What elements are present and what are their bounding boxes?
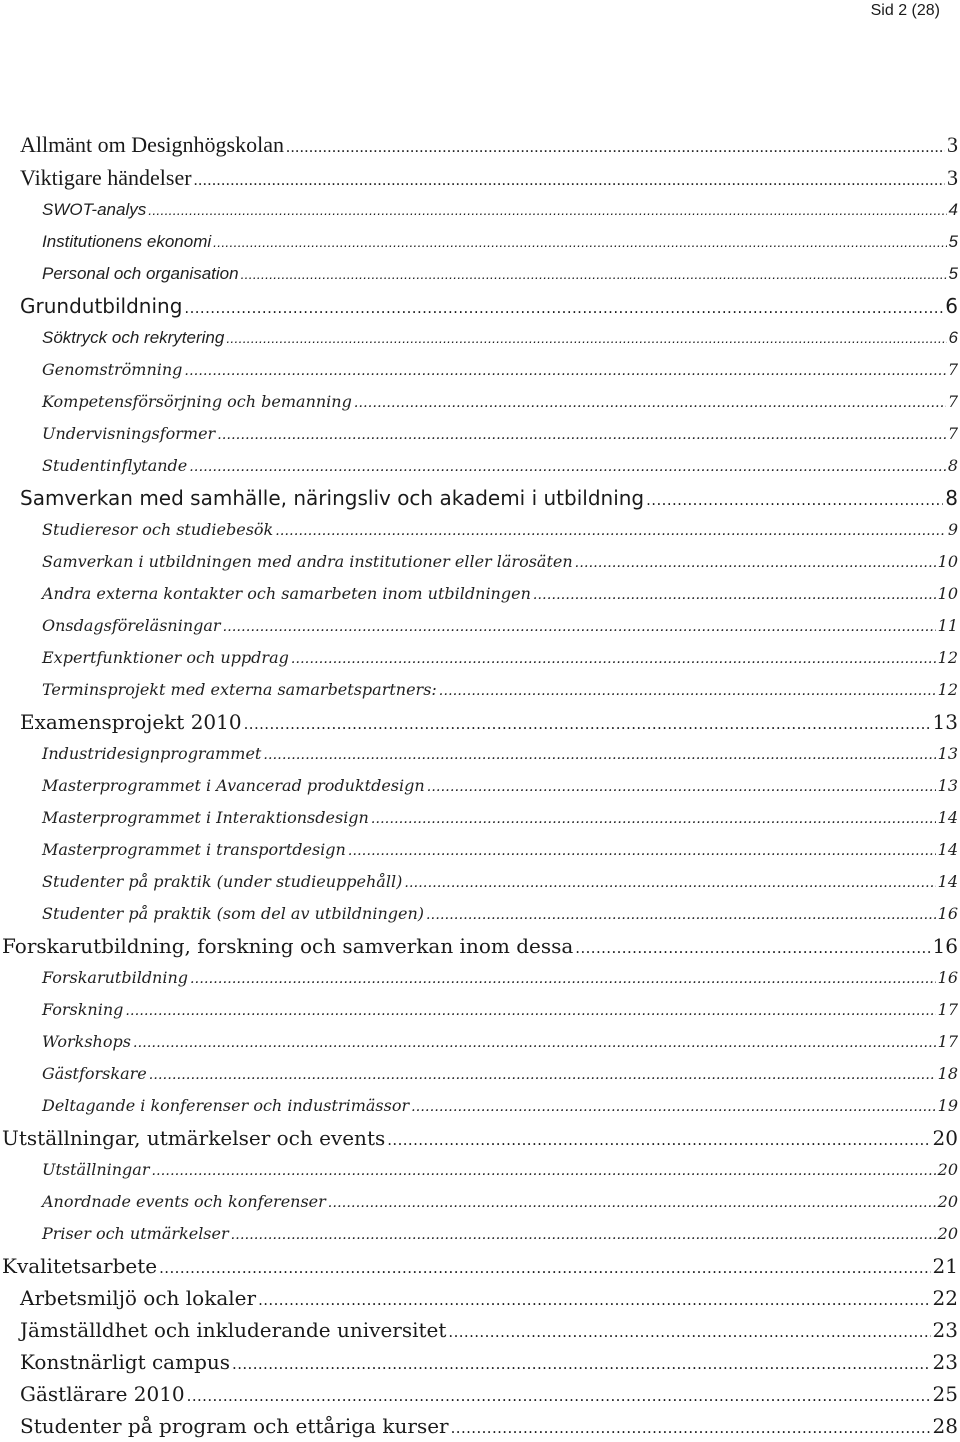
toc-dot-leader xyxy=(275,515,946,546)
toc-entry[interactable] xyxy=(0,322,958,354)
toc-entry-page-number: 3 xyxy=(947,132,958,157)
toc-entry[interactable] xyxy=(0,578,958,610)
toc-dot-leader xyxy=(213,226,946,258)
toc-entry-page-number: 14 xyxy=(937,840,958,859)
toc-entry[interactable] xyxy=(0,482,958,514)
toc-entry[interactable] xyxy=(0,354,958,386)
toc-entry[interactable] xyxy=(0,226,958,258)
toc-entry-title: Studenter på program och ettåriga kurser xyxy=(20,1414,449,1438)
toc-entry-title: Konstnärligt campus xyxy=(20,1350,231,1374)
toc-dot-leader xyxy=(427,771,936,802)
toc-entry[interactable] xyxy=(0,161,958,194)
toc-entry-title: Samverkan i utbildningen med andra institutioner eller lärosäten xyxy=(42,552,573,571)
toc-dot-leader xyxy=(226,322,946,354)
toc-entry-page-number: 4 xyxy=(948,200,958,219)
toc-entry-title: Personal och organisation xyxy=(42,264,239,283)
toc-entry-title: Genomströmning xyxy=(42,360,183,379)
toc-entry-page-number: 13 xyxy=(937,776,958,795)
toc-dot-leader xyxy=(426,899,936,930)
toc-entry-page-number: 6 xyxy=(945,294,958,318)
toc-entry[interactable] xyxy=(0,1154,958,1186)
table-of-contents xyxy=(0,128,958,1442)
toc-entry-title: Studentinflytande xyxy=(42,456,188,475)
toc-entry-page-number: 20 xyxy=(937,1224,958,1243)
toc-dot-leader xyxy=(448,1316,930,1346)
toc-entry-title: Arbetsmiljö och lokaler xyxy=(20,1286,257,1310)
toc-entry-page-number: 20 xyxy=(937,1192,958,1211)
toc-entry-page-number: 8 xyxy=(947,456,958,475)
toc-entry-title: Undervisningsformer xyxy=(42,424,216,443)
toc-entry-page-number: 14 xyxy=(937,808,958,827)
toc-dot-leader xyxy=(575,932,930,962)
toc-entry-page-number: 6 xyxy=(948,328,958,347)
toc-entry-title: Gästforskare xyxy=(42,1064,147,1083)
toc-entry-page-number: 12 xyxy=(937,680,958,699)
toc-entry-page-number: 25 xyxy=(932,1382,958,1406)
toc-entry[interactable] xyxy=(0,866,958,898)
toc-entry[interactable] xyxy=(0,1410,958,1442)
toc-dot-leader xyxy=(133,1027,936,1058)
toc-entry[interactable] xyxy=(0,258,958,290)
toc-entry-title: Utställningar xyxy=(42,1160,150,1179)
toc-entry-title: Forskning xyxy=(42,1000,124,1019)
toc-entry-page-number: 13 xyxy=(932,710,958,734)
toc-dot-leader xyxy=(404,867,935,898)
toc-entry-title: Kompetensförsörjning och bemanning xyxy=(42,392,352,411)
toc-entry-title: Utställningar, utmärkelser och events xyxy=(2,1126,386,1150)
toc-entry-title: Forskarutbildning, forskning och samverkan inom dessa xyxy=(2,934,574,958)
toc-entry-page-number: 5 xyxy=(948,232,958,251)
toc-entry-title: Viktigare händelser xyxy=(20,165,192,190)
toc-entry-title: Masterprogrammet i Avancerad produktdesign xyxy=(42,776,425,795)
toc-entry-title: Terminsprojekt med externa samarbetspartners: xyxy=(42,680,437,699)
toc-entry-title: Söktryck och rekrytering xyxy=(42,328,225,347)
toc-entry-page-number: 20 xyxy=(932,1126,958,1150)
toc-dot-leader xyxy=(217,419,946,450)
toc-entry[interactable] xyxy=(0,546,958,578)
toc-entry-page-number: 7 xyxy=(947,392,958,411)
toc-entry[interactable] xyxy=(0,738,958,770)
toc-entry[interactable] xyxy=(0,1378,958,1410)
toc-entry[interactable] xyxy=(0,128,958,161)
toc-entry-title: SWOT-analys xyxy=(42,200,147,219)
toc-entry-page-number: 23 xyxy=(932,1318,958,1342)
toc-entry[interactable] xyxy=(0,802,958,834)
toc-entry-title: Andra externa kontakter och samarbeten inom utbildningen xyxy=(42,584,531,603)
toc-entry[interactable] xyxy=(0,418,958,450)
toc-dot-leader xyxy=(646,484,943,514)
toc-entry[interactable] xyxy=(0,962,958,994)
toc-dot-leader xyxy=(533,579,936,610)
toc-entry-title: Expertfunktioner och uppdrag xyxy=(42,648,289,667)
toc-dot-leader xyxy=(125,995,935,1026)
toc-entry-page-number: 28 xyxy=(932,1414,958,1438)
toc-entry-title: Examensprojekt 2010 xyxy=(20,710,242,734)
toc-entry-title: Studenter på praktik (under studieuppehåll) xyxy=(42,872,403,891)
toc-entry[interactable] xyxy=(0,994,958,1026)
toc-dot-leader xyxy=(184,355,945,386)
toc-dot-leader xyxy=(328,1187,936,1218)
toc-dot-leader xyxy=(241,258,947,290)
toc-dot-leader xyxy=(151,1155,935,1186)
toc-entry-title: Grundutbildning xyxy=(20,294,183,318)
toc-entry[interactable] xyxy=(0,1122,958,1154)
toc-entry-page-number: 7 xyxy=(947,360,958,379)
toc-dot-leader xyxy=(184,292,943,322)
toc-dot-leader xyxy=(187,1380,931,1410)
toc-entry-page-number: 21 xyxy=(932,1254,958,1278)
toc-entry[interactable] xyxy=(0,834,958,866)
toc-entry-title: Industridesignprogrammet xyxy=(42,744,262,763)
toc-entry-page-number: 17 xyxy=(937,1000,958,1019)
toc-entry-title: Onsdagsföreläsningar xyxy=(42,616,221,635)
toc-entry-page-number: 7 xyxy=(947,424,958,443)
toc-entry[interactable] xyxy=(0,898,958,930)
toc-entry-page-number: 11 xyxy=(937,616,958,635)
toc-entry[interactable] xyxy=(0,770,958,802)
toc-entry[interactable] xyxy=(0,1090,958,1122)
toc-dot-leader xyxy=(439,675,936,706)
toc-entry[interactable] xyxy=(0,1026,958,1058)
toc-entry[interactable] xyxy=(0,1346,958,1378)
toc-entry[interactable] xyxy=(0,290,958,322)
toc-entry-page-number: 10 xyxy=(937,552,958,571)
toc-dot-leader xyxy=(348,835,936,866)
toc-dot-leader xyxy=(451,1412,931,1442)
toc-entry-page-number: 5 xyxy=(948,264,958,283)
toc-entry-page-number: 18 xyxy=(937,1064,958,1083)
toc-entry-page-number: 23 xyxy=(932,1350,958,1374)
toc-entry[interactable] xyxy=(0,1314,958,1346)
toc-dot-leader xyxy=(149,1059,936,1090)
toc-entry[interactable] xyxy=(0,386,958,418)
toc-entry[interactable] xyxy=(0,194,958,226)
toc-dot-leader xyxy=(371,803,936,834)
toc-entry-page-number: 9 xyxy=(947,520,958,539)
toc-entry-title: Masterprogrammet i Interaktionsdesign xyxy=(42,808,369,827)
toc-entry-title: Studieresor och studiebesök xyxy=(42,520,274,539)
toc-entry-page-number: 12 xyxy=(937,648,958,667)
toc-entry-title: Workshops xyxy=(42,1032,131,1051)
toc-entry-title: Jämställdhet och inkluderande universitet xyxy=(20,1318,447,1342)
toc-dot-leader xyxy=(189,451,946,482)
toc-entry[interactable] xyxy=(0,610,958,642)
toc-dot-leader xyxy=(286,131,945,161)
toc-entry-page-number: 17 xyxy=(937,1032,958,1051)
toc-dot-leader xyxy=(244,708,931,738)
toc-entry-page-number: 13 xyxy=(937,744,958,763)
toc-entry[interactable] xyxy=(0,514,958,546)
toc-dot-leader xyxy=(258,1284,930,1314)
toc-entry[interactable] xyxy=(0,1218,958,1250)
toc-entry[interactable] xyxy=(0,1250,958,1282)
toc-dot-leader xyxy=(148,194,946,226)
toc-entry-page-number: 8 xyxy=(945,486,958,510)
toc-entry[interactable] xyxy=(0,706,958,738)
toc-entry[interactable] xyxy=(0,1282,958,1314)
toc-dot-leader xyxy=(232,1348,931,1378)
toc-dot-leader xyxy=(354,387,946,418)
toc-entry-title: Priser och utmärkelser xyxy=(42,1224,229,1243)
toc-dot-leader xyxy=(575,547,936,578)
toc-entry[interactable] xyxy=(0,930,958,962)
toc-dot-leader xyxy=(231,1219,936,1250)
toc-dot-leader xyxy=(190,963,936,994)
toc-entry-title: Samverkan med samhälle, näringsliv och akademi i utbildning xyxy=(20,486,645,510)
toc-entry-title: Allmänt om Designhögskolan xyxy=(20,132,284,157)
toc-entry-page-number: 19 xyxy=(937,1096,958,1115)
toc-entry-title: Masterprogrammet i transportdesign xyxy=(42,840,346,859)
toc-entry-title: Kvalitetsarbete xyxy=(2,1254,158,1278)
toc-entry-title: Gästlärare 2010 xyxy=(20,1382,185,1406)
toc-entry-page-number: 16 xyxy=(937,968,958,987)
toc-dot-leader xyxy=(411,1091,936,1122)
toc-entry-page-number: 16 xyxy=(937,904,958,923)
toc-dot-leader xyxy=(194,164,945,194)
toc-dot-leader xyxy=(263,739,935,770)
toc-entry[interactable] xyxy=(0,674,958,706)
toc-entry-page-number: 14 xyxy=(937,872,958,891)
toc-entry-title: Forskarutbildning xyxy=(42,968,189,987)
toc-entry-page-number: 10 xyxy=(937,584,958,603)
toc-entry-page-number: 20 xyxy=(937,1160,958,1179)
toc-entry[interactable] xyxy=(0,450,958,482)
toc-dot-leader xyxy=(291,643,936,674)
toc-entry-title: Studenter på praktik (som del av utbildningen) xyxy=(42,904,425,923)
toc-entry-page-number: 22 xyxy=(932,1286,958,1310)
toc-entry[interactable] xyxy=(0,1186,958,1218)
toc-entry-page-number: 16 xyxy=(932,934,958,958)
toc-entry-title: Institutionens ekonomi xyxy=(42,232,212,251)
toc-entry-title: Deltagande i konferenser och industrimässor xyxy=(42,1096,410,1115)
toc-entry[interactable] xyxy=(0,1058,958,1090)
page-indicator: Sid 2 (28) xyxy=(870,2,940,19)
toc-entry-page-number: 3 xyxy=(947,165,958,190)
toc-dot-leader xyxy=(223,611,936,642)
toc-dot-leader xyxy=(387,1124,930,1154)
toc-entry[interactable] xyxy=(0,642,958,674)
toc-entry-title: Anordnade events och konferenser xyxy=(42,1192,326,1211)
toc-dot-leader xyxy=(159,1252,930,1282)
